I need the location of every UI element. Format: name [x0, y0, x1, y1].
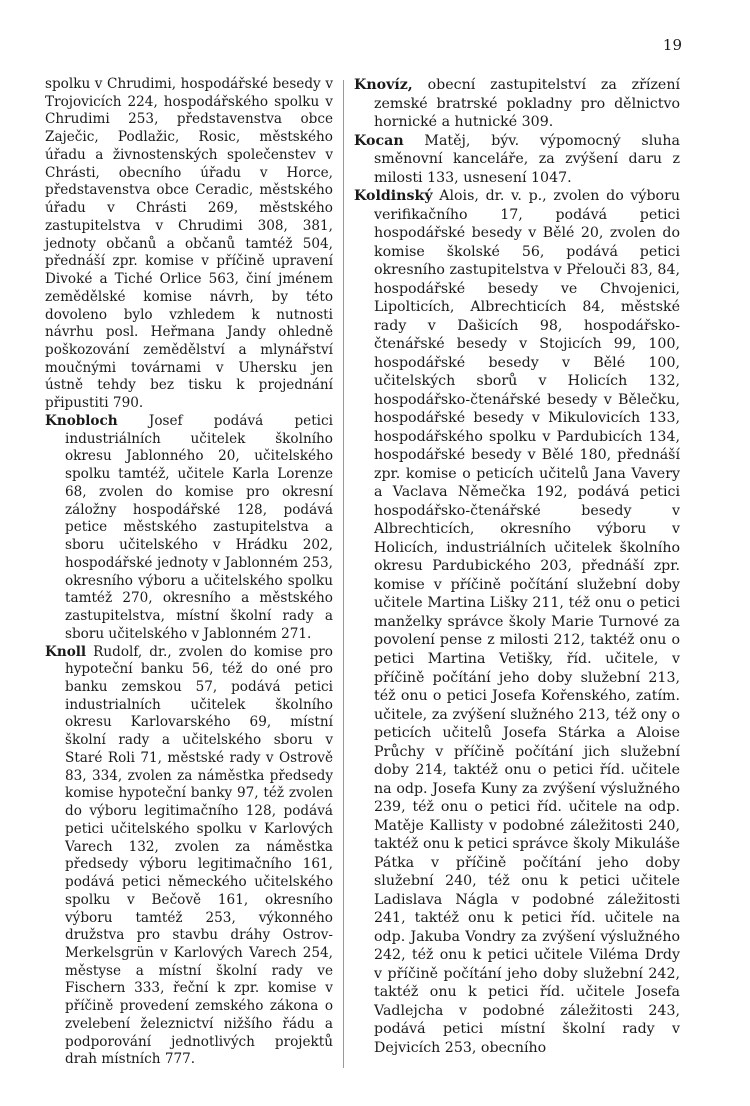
entry-name: Knoll — [45, 643, 87, 660]
entry-knobloch — [45, 413, 333, 644]
entry-text: Josef podává petici industriálních učitelek školního okresu Jablonného 20, učitelského spolku tamtéž, učitele Karla Lorenze 68, zvolen do komise pro okresní záložny hospodářské 128, podává petice městského zastupitelstva a sboru učitelského v Hrádku 202, hospodářské jednoty v Jablonném 253, okresního výboru a učitelského spolku tamtéž 270, okresního a městského zastupitelstva, místní školní rady a sboru učitelského v Jablonném 271. — [65, 412, 333, 642]
entry-continuation — [45, 76, 333, 413]
entry-text: spolku v Chrudimi, hospodářské besedy v Trojovicích 224, hospodářského spolku v Chrudimi 253, představenstva obce Zaječic, Podlažic, Rosic, městského úřadu a živnostenských společenstev v Chrásti, obecního úřadu v Horce, představenstva obce Ceradic, městského úřadu v Chrásti 269, městského zastupitelstva v Chrudimi 308, 381, jednoty občanů a občanů tamtéž 504, přednáší zpr. komise v příčině upravení Divoké a Tiché Orlice 563, činí jménem zemědělské komise návrh, by této dovoleno bylo vzhledem k nutnosti návrhu posl. Heřmana Jandy ohledně poškozování zemědělství a mlynářství moučnými továrnami v Uhersku jen ústně tehdy bez tisku k projednání připustiti 790. — [45, 76, 333, 412]
entry-knoll — [45, 644, 333, 1070]
entry-koldinsky — [354, 187, 680, 1057]
entry-text: Matěj, býv. výpomocný sluha směnovní kanceláře, za zvýšení daru z milosti 133, usnesení 1047. — [374, 132, 680, 186]
entry-text: Alois, dr. v. p., zvolen do výboru verifikačního 17, podává petici hospodářské besedy v Bělé 20, zvolen do komise školské 56, podává petici okresního zastupitelstva v Přelouči 83, 84, hospodářské besedy ve Chvojenici, Lipolticích, Albrechticích 84, městské rady v Dašicích 98, hospodářsko-čtenářské besedy v Stojicích 99, 100, hospodářské besedy v Bělé 100, učitelských sborů v Holicích 132, hospodářsko-čtenářské besedy v Bělečku, hospodářské besedy v Mikulovicích 133, hospodářského spolku v Pardubicích 134, hospodářské besedy v Bělé 180, přednáší zpr. komise o peticích učitelů Jana Vavery a Vaclava Němečka 192, podává petici hospodářsko-čtenářské besedy v Albrechticích, okresního výboru v Holicích, industriálních učitelek školního okresu Pardubického 203, přednáší zpr. komise v příčině počítání služební doby učitele Martina Lišky 211, též onu o petici manželky správce školy Marie Turnové za povolení pense z milosti 212, taktéž onu o petici Martina Vetišky, říd. učitele, v příčině počítání jeho doby služební 213, též onu o petici Josefa Kořenského, zatím. učitele, za zvýšení služného 213, též ony o peticích učitelů Josefa Stárka a Aloise Průchy v příčině počítání jich služební doby 214, taktéž onu o petici říd. učitele na odp. Josefa Kuny za zvýšení výslužného 239, též onu o petici říd. učitele na odp. Matěje Kallisty v podobné záležitosti 240, taktéž onu k petici správce školy Mikuláše Pátka v příčině počítání jeho doby služební 240, též onu k petici učitele Ladislava Nágla v podobné záležitosti 241, taktéž onu k petici říd. učitele na odp. Jakuba Vondry za zvýšení výslužného 242, též onu k petici učitele Viléma Drdy v příčině počítání jeho doby služební 242, taktéž onu k petici říd. učitele Josefa Vadlejcha v podobné záležitosti 243, podává petici místní školní rady v Dejvicích 253, obecního — [374, 188, 680, 1056]
entry-text: obecní zastupitelství za zřízení zemské bratrské pokladny pro dělnictvo hornické a hutnické 309. — [374, 77, 680, 131]
right-column — [354, 76, 680, 1057]
entry-text: Rudolf, dr., zvolen do komise pro hypoteční banku 56, též do oné pro banku zemskou 57, podává petici industrialních učitelek školního okresu Karlovarského 69, místní školní rady a učitelského sboru v Staré Roli 71, městské rady v Ostrově 83, 334, zvolen za náměstka předsedy komise hypoteční banky 97, též zvolen do výboru legitimačního 128, podává petici učitelského spolku v Karlových Varech 132, zvolen za náměstka předsedy výboru legitimačního 161, podává petici německého učitelského spolku v Bečově 161, okresního výboru tamtéž 253, výkonného družstva pro stavbu dráhy Ostrov-Merkelsgrün v Karlových Varech 254, městyse a místní školní rady ve Fischern 333, řeční k zpr. komise v příčině provedení zemského zákona o zvelebení železnictví nižšího řádu a podporování jednotlivých projektů drah místních 777. — [65, 643, 333, 1068]
column-divider — [343, 80, 344, 1068]
entry-name: Kocan — [354, 132, 404, 149]
entry-name: Koldinský — [354, 188, 433, 205]
entry-kocan — [354, 132, 680, 188]
entry-name: Knovíz, — [354, 77, 413, 93]
entry-name: Knobloch — [45, 412, 118, 429]
left-column — [45, 76, 333, 1069]
entry-knoviz — [354, 76, 680, 132]
page-number: 19 — [662, 36, 682, 54]
